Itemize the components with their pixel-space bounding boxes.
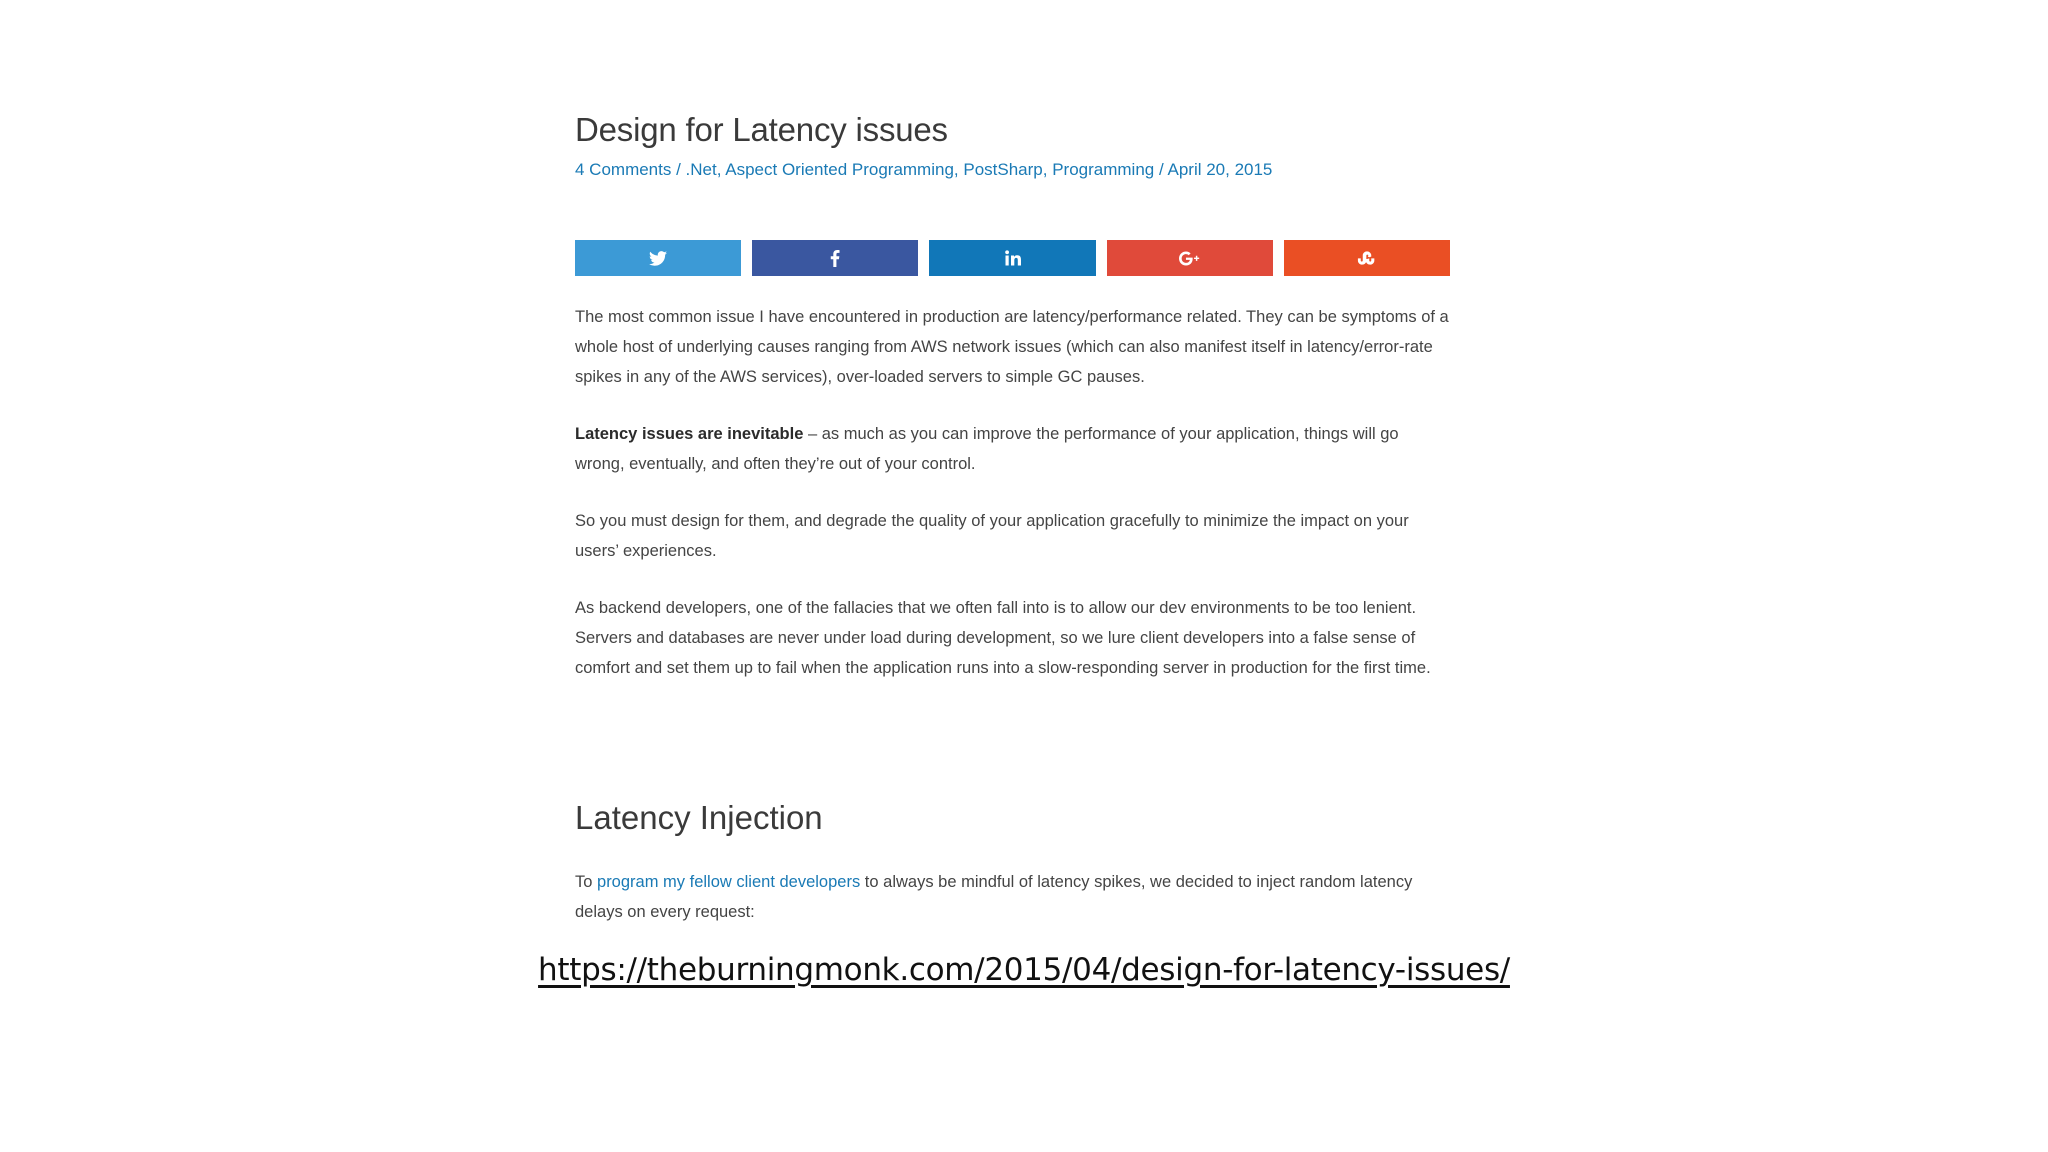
share-stumbleupon-button[interactable] (1284, 240, 1450, 276)
comments-link[interactable]: 4 Comments (575, 160, 672, 179)
paragraph-3: So you must design for them, and degrade the quality of your application gracefully to minimize the impact on your users’ experiences. (575, 512, 1409, 560)
article-title: Design for Latency issues (575, 111, 948, 148)
twitter-icon (649, 251, 667, 266)
stumbleupon-icon (1357, 251, 1377, 265)
paragraph-1: The most common issue I have encountered in production are latency/performance related. They can be symptoms of a whole host of underlying causes ranging from AWS network issues (which can also manifest itself in latency/error-rate spikes in any of the AWS services), over-loaded servers to simple GC pauses. (575, 308, 1449, 386)
paragraph-text-before: To (575, 873, 598, 891)
linkedin-icon (1005, 250, 1021, 266)
share-facebook-button[interactable] (752, 240, 918, 276)
meta-comma: , (1042, 160, 1053, 179)
facebook-icon (830, 250, 840, 267)
date-link[interactable]: April 20, 2015 (1167, 160, 1273, 179)
category-link-net[interactable]: .Net (685, 160, 717, 179)
google-plus-icon (1179, 251, 1201, 266)
category-link-aop[interactable]: Aspect Oriented Programming (725, 160, 954, 179)
share-linkedin-button[interactable] (929, 240, 1095, 276)
share-twitter-button[interactable] (575, 240, 741, 276)
share-google-plus-button[interactable] (1107, 240, 1273, 276)
meta-comma: , (953, 160, 964, 179)
paragraph-latency-injection (575, 867, 1450, 927)
program-client-developers-link[interactable]: program my fellow client developers (597, 873, 861, 891)
article-meta (575, 158, 1450, 182)
paragraph-2-bold: Latency issues are inevitable (575, 425, 804, 443)
section-heading-latency-injection: Latency Injection (575, 799, 823, 836)
meta-comma: , (716, 160, 726, 179)
article-body (575, 302, 1450, 710)
meta-separator: / (1154, 160, 1168, 179)
article (575, 110, 1450, 921)
paragraph-text-after: to always be mindful of latency spikes, we decided to inject random latency delays on every request: (575, 873, 1413, 921)
paragraph-4: As backend developers, one of the fallacies that we often fall into is to allow our dev environments to be too lenient. Servers and databases are never under load during development, so we lure client developers into a false sense of comfort and set them up to fail when the application runs into a slow-responding server in production for the first time. (575, 599, 1431, 677)
category-link-programming[interactable]: Programming (1052, 160, 1155, 179)
meta-separator: / (671, 160, 686, 179)
source-url-caption[interactable]: https://theburningmonk.com/2015/04/design-for-latency-issues/ (538, 952, 1510, 988)
paragraph-2 (575, 419, 1450, 479)
category-link-postsharp[interactable]: PostSharp (963, 160, 1043, 179)
paragraph-2-text: – as much as you can improve the performance of your application, things will go wrong, eventually, and often they’re out of your control. (575, 425, 1399, 473)
share-buttons (575, 240, 1450, 276)
